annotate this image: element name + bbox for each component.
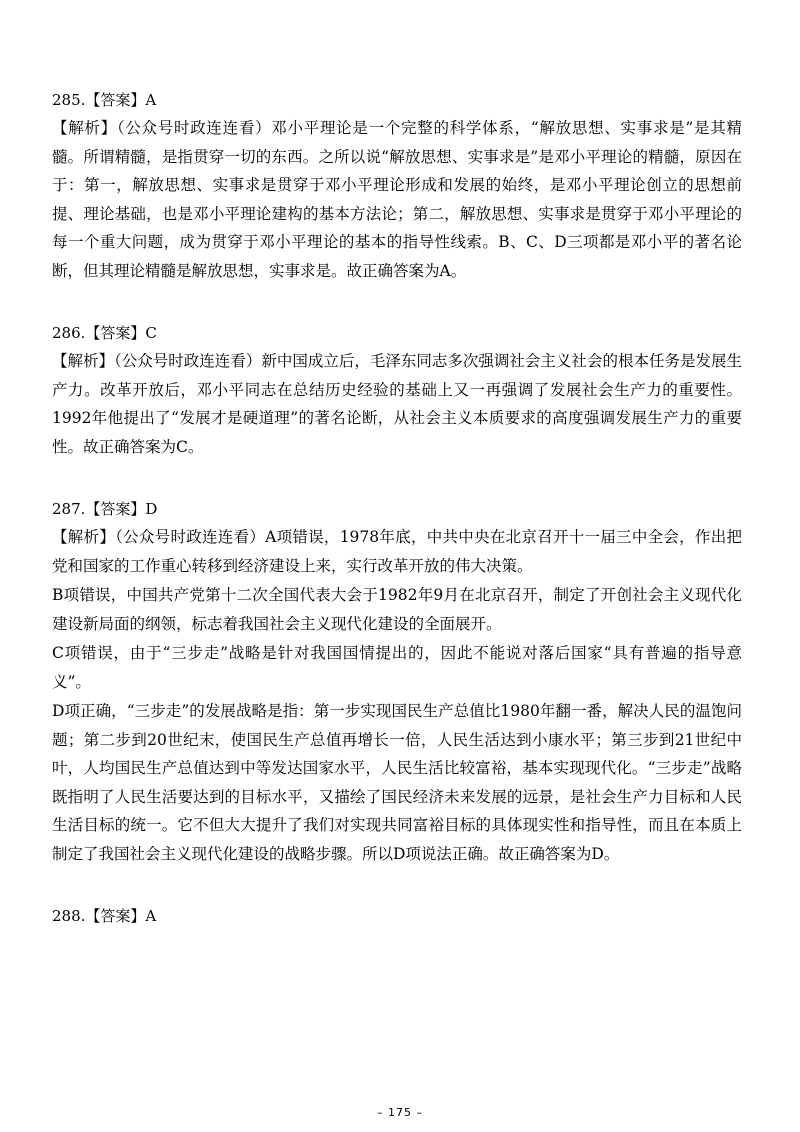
option-b-paragraph: B项错误，中国共产党第十二次全国代表大会于1982年9月在北京召开，制定了开创社会主义现代化建设新局面的纲领，标志着我国社会主义现代化建设的全面展开。 (52, 586, 742, 633)
question-286 (52, 319, 742, 461)
question-285 (52, 86, 742, 285)
answer-label: 286.【答案】C (52, 324, 157, 342)
analysis-paragraph: 【解析】（公众号时政连连看）新中国成立后，毛泽东同志多次强调社会主义社会的根本任务是发展生产力。改革开放后，邓小平同志在总结历史经验的基础上又一再强调了发展社会生产力的重要性。1992年他提出了“发展才是硬道理”的著名论断，从社会主义本质要求的高度强调发展生产力的重要性。故正确答案为C。 (52, 352, 742, 456)
analysis-paragraph: 【解析】（公众号时政连连看）邓小平理论是一个完整的科学体系，“解放思想、实事求是”是其精髓。所谓精髓，是指贯穿一切的东西。之所以说“解放思想、实事求是”是邓小平理论的精髓，原因在于：第一，解放思想、实事求是贯穿于邓小平理论形成和发展的始终，是邓小平理论创立的思想前提、理论基础，也是邓小平理论建构的基本方法论；第二，解放思想、实事求是贯穿于邓小平理论的每一个重大问题，成为贯穿于邓小平理论的基本的指导性线索。B、C、D三项都是邓小平的著名论断，但其理论精髓是解放思想，实事求是。故正确答案为A。 (52, 119, 742, 280)
question-287 (52, 495, 742, 868)
analysis-paragraph: 【解析】（公众号时政连连看）A项错误，1978年底，中共中央在北京召开十一届三中全会，作出把党和国家的工作重心转移到经济建设上来，实行改革开放的伟大决策。 (52, 528, 742, 575)
option-c-paragraph: C项错误，由于“三步走”战略是针对我国国情提出的，因此不能说对落后国家“具有普遍的指导意义”。 (52, 644, 742, 691)
answer-label: 287.【答案】D (52, 500, 158, 518)
page-number: – 175 – (377, 1106, 423, 1119)
answer-label: 288.【答案】A (52, 907, 157, 925)
option-d-paragraph: D项正确，“三步走”的发展战略是指：第一步实现国民生产总值比1980年翻一番，解决人民的温饱问题；第二步到20世纪末，使国民生产总值再增长一倍，人民生活达到小康水平；第三步到21世纪中叶，人均国民生产总值达到中等发达国家水平，人民生活比较富裕，基本实现现代化。“三步走”战略既指明了人民生活要达到的目标水平，又描绘了国民经济未来发展的远景，是社会生产力目标和人民生活目标的统一。它不但大大提升了我们对实现共同富裕目标的具体现实性和指导性，而且在本质上制定了我国社会主义现代化建设的战略步骤。所以D项说法正确。故正确答案为D。 (52, 702, 742, 863)
answer-label: 285.【答案】A (52, 91, 157, 109)
page-content (52, 86, 742, 930)
question-288 (52, 902, 742, 930)
